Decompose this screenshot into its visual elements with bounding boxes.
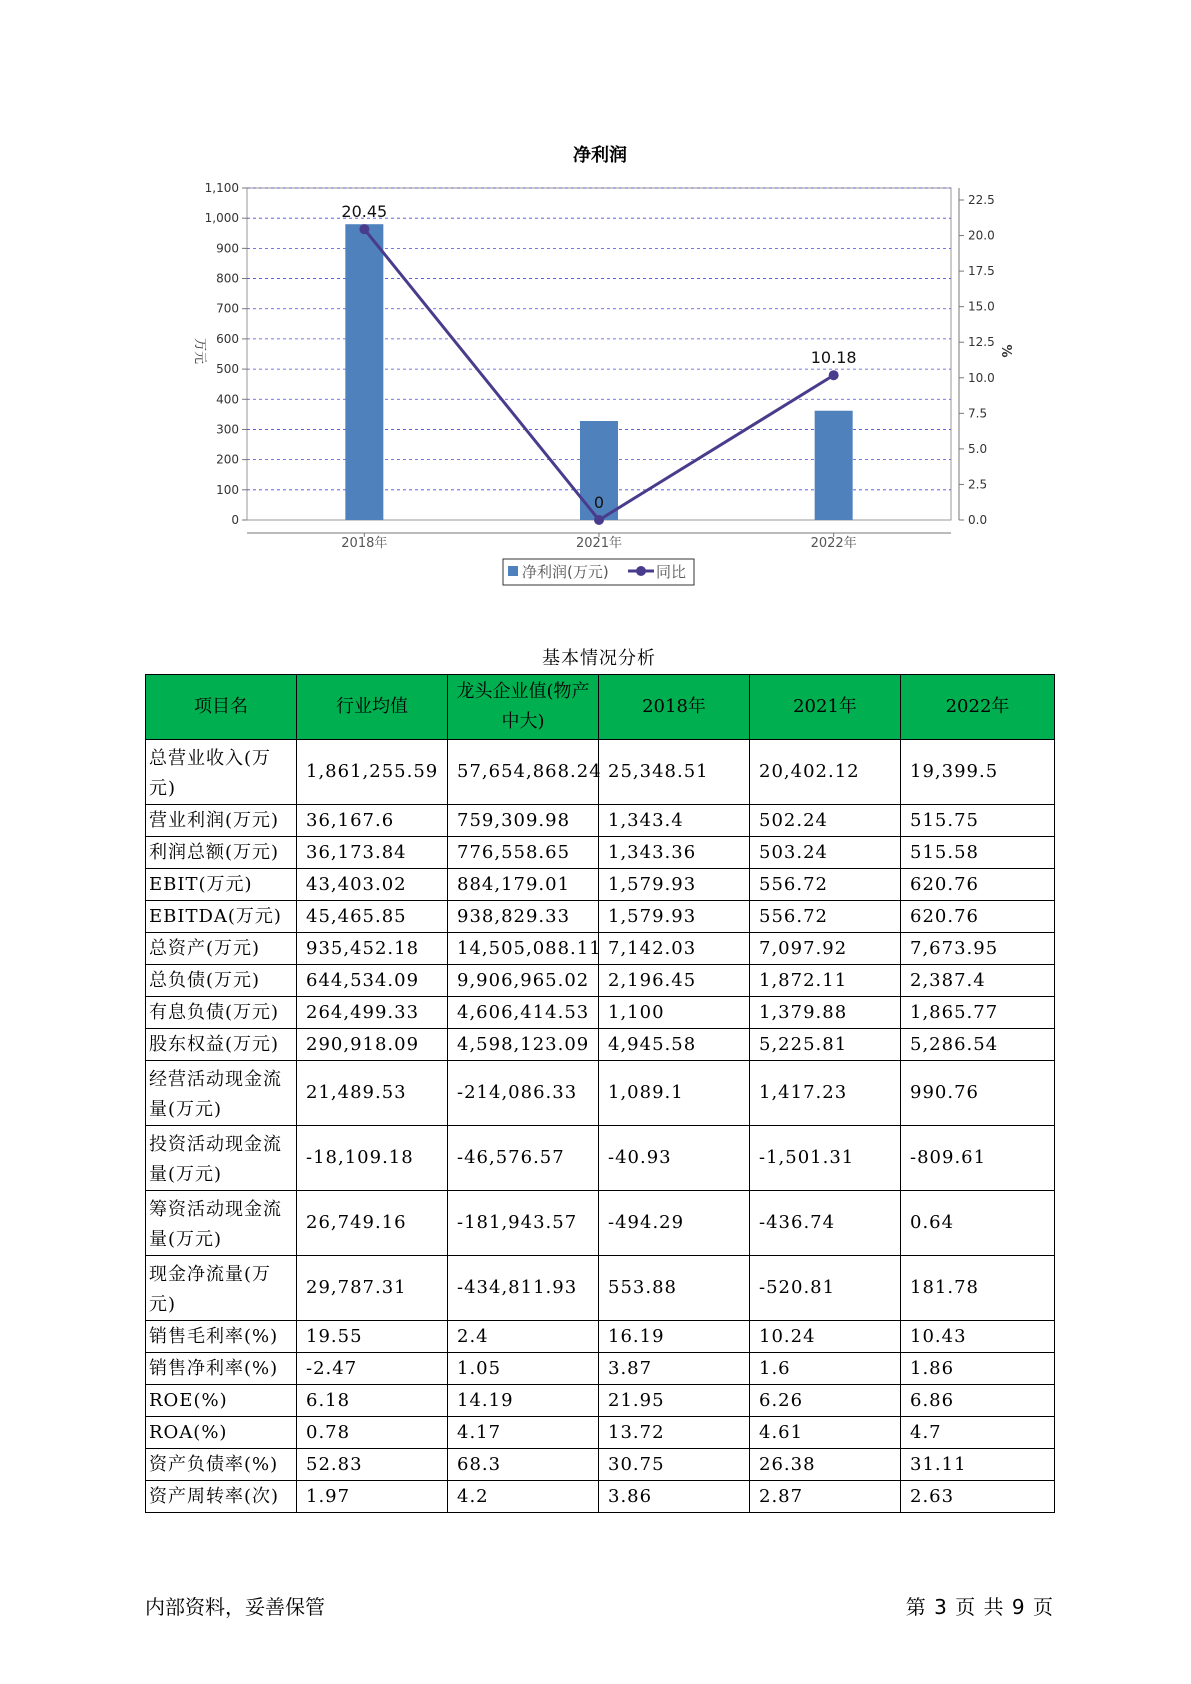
table-header-row — [146, 675, 1055, 740]
value-cell: 7,142.03 — [599, 933, 750, 965]
category-tick-label: 2021年 — [575, 536, 623, 551]
row-label-cell: 筹资活动现金流量(万元) — [146, 1191, 297, 1256]
value-cell: 10.24 — [750, 1321, 901, 1353]
value-cell: 14,505,088.11 — [448, 933, 599, 965]
value-cell: 1,579.93 — [599, 869, 750, 901]
value-cell: -520.81 — [750, 1256, 901, 1321]
value-cell: 620.76 — [901, 901, 1055, 933]
header-2018: 2018年 — [599, 675, 750, 740]
value-cell: 776,558.65 — [448, 837, 599, 869]
value-cell: -2.47 — [297, 1353, 448, 1385]
row-label-cell: 营业利润(万元) — [146, 805, 297, 837]
value-cell: 9,906,965.02 — [448, 965, 599, 997]
value-cell: 21.95 — [599, 1385, 750, 1417]
value-cell: 556.72 — [750, 869, 901, 901]
header-industry-avg: 行业均值 — [297, 675, 448, 740]
row-label-cell: 总营业收入(万元) — [146, 740, 297, 805]
value-cell: 515.75 — [901, 805, 1055, 837]
right-axis-tick-label: 0.0 — [968, 513, 988, 527]
value-cell: 990.76 — [901, 1061, 1055, 1126]
footer-confidential-note: 内部资料，妥善保管 — [145, 1595, 325, 1619]
value-cell: 6.26 — [750, 1385, 901, 1417]
right-axis-tick-label: 7.5 — [968, 406, 988, 421]
table-row — [146, 805, 1055, 837]
table-row — [146, 1481, 1055, 1513]
row-label-cell: 利润总额(万元) — [146, 837, 297, 869]
left-axis-title: 万元 — [192, 337, 207, 365]
left-axis-tick-label: 800 — [216, 271, 239, 286]
value-cell: 0.78 — [297, 1417, 448, 1449]
value-cell: 7,097.92 — [750, 933, 901, 965]
row-label-cell: 销售净利率(%) — [146, 1353, 297, 1385]
value-cell: 20,402.12 — [750, 740, 901, 805]
row-label-cell: 股东权益(万元) — [146, 1029, 297, 1061]
value-cell: -18,109.18 — [297, 1126, 448, 1191]
legend-swatch-point — [636, 566, 646, 576]
value-cell: 4,945.58 — [599, 1029, 750, 1061]
left-axis-tick-label: 900 — [216, 241, 239, 256]
value-cell: 2.4 — [448, 1321, 599, 1353]
right-axis-tick-label: 12.5 — [968, 335, 995, 350]
row-label-cell: 总负债(万元) — [146, 965, 297, 997]
value-cell: 1,865.77 — [901, 997, 1055, 1029]
value-cell: 4,598,123.09 — [448, 1029, 599, 1061]
net-profit-bar — [345, 224, 383, 520]
value-cell: -1,501.31 — [750, 1126, 901, 1191]
value-cell: 6.86 — [901, 1385, 1055, 1417]
value-cell: 29,787.31 — [297, 1256, 448, 1321]
left-axis-tick-label: 0 — [231, 513, 239, 527]
value-cell: 1,872.11 — [750, 965, 901, 997]
row-label-cell: EBITDA(万元) — [146, 901, 297, 933]
row-label-cell: ROE(%) — [146, 1385, 297, 1417]
basic-analysis-table — [145, 674, 1055, 1513]
row-label-cell: EBIT(万元) — [146, 869, 297, 901]
chart-title: 净利润 — [573, 145, 627, 166]
header-leader-value: 龙头企业值(物产中大) — [448, 675, 599, 740]
value-cell: 45,465.85 — [297, 901, 448, 933]
value-cell: -434,811.93 — [448, 1256, 599, 1321]
value-cell: 43,403.02 — [297, 869, 448, 901]
value-cell: 30.75 — [599, 1449, 750, 1481]
table-row — [146, 1029, 1055, 1061]
value-cell: -40.93 — [599, 1126, 750, 1191]
value-cell: -494.29 — [599, 1191, 750, 1256]
value-cell: -214,086.33 — [448, 1061, 599, 1126]
value-cell: -46,576.57 — [448, 1126, 599, 1191]
table-row — [146, 1321, 1055, 1353]
chart-bars — [345, 224, 852, 520]
value-cell: 7,673.95 — [901, 933, 1055, 965]
right-axis-tick-label: 2.5 — [968, 477, 988, 492]
value-cell: 290,918.09 — [297, 1029, 448, 1061]
table-row — [146, 1353, 1055, 1385]
value-cell: 644,534.09 — [297, 965, 448, 997]
table-row — [146, 740, 1055, 805]
value-cell: 57,654,868.24 — [448, 740, 599, 805]
value-cell: 1,417.23 — [750, 1061, 901, 1126]
value-cell: 6.18 — [297, 1385, 448, 1417]
value-cell: 884,179.01 — [448, 869, 599, 901]
table-row — [146, 997, 1055, 1029]
value-cell: 181.78 — [901, 1256, 1055, 1321]
value-cell: 556.72 — [750, 901, 901, 933]
yoy-point — [829, 370, 839, 380]
value-cell: 26.38 — [750, 1449, 901, 1481]
legend-swatch-net-profit — [508, 566, 518, 576]
value-cell: 502.24 — [750, 805, 901, 837]
yoy-data-label: 20.45 — [341, 202, 388, 222]
value-cell: 4.17 — [448, 1417, 599, 1449]
header-2021: 2021年 — [750, 675, 901, 740]
table-row — [146, 1256, 1055, 1321]
row-label-cell: ROA(%) — [146, 1417, 297, 1449]
header-2022: 2022年 — [901, 675, 1055, 740]
value-cell: 553.88 — [599, 1256, 750, 1321]
yoy-data-label: 0 — [593, 493, 605, 512]
row-label-cell: 总资产(万元) — [146, 933, 297, 965]
table-row — [146, 933, 1055, 965]
value-cell: 1.86 — [901, 1353, 1055, 1385]
table-row — [146, 1417, 1055, 1449]
value-cell: 2.63 — [901, 1481, 1055, 1513]
value-cell: 19.55 — [297, 1321, 448, 1353]
right-axis-title: % — [998, 344, 1013, 358]
row-label-cell: 有息负债(万元) — [146, 997, 297, 1029]
table-body — [146, 740, 1055, 1513]
left-axis-tick-label: 1,000 — [204, 211, 239, 226]
value-cell: 4.61 — [750, 1417, 901, 1449]
value-cell: 14.19 — [448, 1385, 599, 1417]
value-cell: -809.61 — [901, 1126, 1055, 1191]
value-cell: 4,606,414.53 — [448, 997, 599, 1029]
value-cell: -436.74 — [750, 1191, 901, 1256]
row-label-cell: 销售毛利率(%) — [146, 1321, 297, 1353]
row-label-cell: 资产负债率(%) — [146, 1449, 297, 1481]
yoy-point — [594, 515, 604, 525]
value-cell: 2.87 — [750, 1481, 901, 1513]
value-cell: 1,379.88 — [750, 997, 901, 1029]
legend-label-net-profit: 净利润(万元) — [522, 563, 609, 581]
value-cell: 1,861,255.59 — [297, 740, 448, 805]
value-cell: 1.05 — [448, 1353, 599, 1385]
left-axis-tick-label: 200 — [216, 452, 239, 467]
table-row — [146, 965, 1055, 997]
value-cell: 1,089.1 — [599, 1061, 750, 1126]
value-cell: 0.64 — [901, 1191, 1055, 1256]
value-cell: 515.58 — [901, 837, 1055, 869]
left-axis-tick-label: 500 — [216, 362, 239, 377]
value-cell: 1,343.36 — [599, 837, 750, 869]
yoy-point — [359, 224, 369, 234]
table-row — [146, 1061, 1055, 1126]
table-row — [146, 1449, 1055, 1481]
table-caption: 基本情况分析 — [542, 648, 656, 669]
table-row — [146, 901, 1055, 933]
table-row — [146, 1126, 1055, 1191]
table-row — [146, 1385, 1055, 1417]
left-axis-tick-label: 100 — [216, 482, 239, 497]
value-cell: 2,387.4 — [901, 965, 1055, 997]
table-row — [146, 837, 1055, 869]
row-label-cell: 资产周转率(次) — [146, 1481, 297, 1513]
value-cell: 2,196.45 — [599, 965, 750, 997]
category-tick-label: 2022年 — [810, 536, 857, 551]
legend-label-yoy: 同比 — [656, 563, 687, 581]
value-cell: 3.87 — [599, 1353, 750, 1385]
value-cell: 3.86 — [599, 1481, 750, 1513]
value-cell: 4.7 — [901, 1417, 1055, 1449]
category-tick-label: 2018年 — [341, 536, 388, 551]
net-profit-chart — [0, 0, 1191, 600]
left-axis-tick-label: 700 — [216, 301, 239, 316]
value-cell: 21,489.53 — [297, 1061, 448, 1126]
value-cell: 1,579.93 — [599, 901, 750, 933]
row-label-cell: 经营活动现金流量(万元) — [146, 1061, 297, 1126]
value-cell: 36,167.6 — [297, 805, 448, 837]
value-cell: -181,943.57 — [448, 1191, 599, 1256]
value-cell: 935,452.18 — [297, 933, 448, 965]
value-cell: 4.2 — [448, 1481, 599, 1513]
yoy-data-label: 10.18 — [810, 348, 857, 368]
left-axis-tick-label: 400 — [216, 392, 239, 407]
value-cell: 68.3 — [448, 1449, 599, 1481]
value-cell: 36,173.84 — [297, 837, 448, 869]
value-cell: 26,749.16 — [297, 1191, 448, 1256]
value-cell: 503.24 — [750, 837, 901, 869]
right-axis-tick-label: 5.0 — [968, 441, 988, 456]
left-axis-tick-label: 1,100 — [204, 181, 239, 195]
value-cell: 25,348.51 — [599, 740, 750, 805]
value-cell: 5,286.54 — [901, 1029, 1055, 1061]
row-label-cell: 投资活动现金流量(万元) — [146, 1126, 297, 1191]
row-label-cell: 现金净流量(万元) — [146, 1256, 297, 1321]
value-cell: 52.83 — [297, 1449, 448, 1481]
value-cell: 759,309.98 — [448, 805, 599, 837]
right-axis-tick-label: 22.5 — [968, 193, 995, 207]
footer-page-number: 第 3 页 共 9 页 — [905, 1595, 1054, 1619]
right-axis-tick-label: 10.0 — [968, 370, 995, 385]
value-cell: 19,399.5 — [901, 740, 1055, 805]
value-cell: 1.97 — [297, 1481, 448, 1513]
value-cell: 31.11 — [901, 1449, 1055, 1481]
value-cell: 1,100 — [599, 997, 750, 1029]
value-cell: 5,225.81 — [750, 1029, 901, 1061]
chart-legend — [503, 559, 694, 585]
left-axis-tick-label: 600 — [216, 331, 239, 346]
value-cell: 1,343.4 — [599, 805, 750, 837]
right-axis-tick-label: 20.0 — [968, 228, 995, 243]
value-cell: 1.6 — [750, 1353, 901, 1385]
header-item-name: 项目名 — [146, 675, 297, 740]
table-row — [146, 1191, 1055, 1256]
value-cell: 13.72 — [599, 1417, 750, 1449]
table-row — [146, 869, 1055, 901]
value-cell: 16.19 — [599, 1321, 750, 1353]
right-axis-tick-label: 15.0 — [968, 299, 995, 314]
value-cell: 620.76 — [901, 869, 1055, 901]
right-axis-tick-label: 17.5 — [968, 264, 995, 279]
value-cell: 938,829.33 — [448, 901, 599, 933]
value-cell: 264,499.33 — [297, 997, 448, 1029]
left-axis-tick-label: 300 — [216, 422, 239, 437]
value-cell: 10.43 — [901, 1321, 1055, 1353]
net-profit-bar — [815, 411, 853, 520]
